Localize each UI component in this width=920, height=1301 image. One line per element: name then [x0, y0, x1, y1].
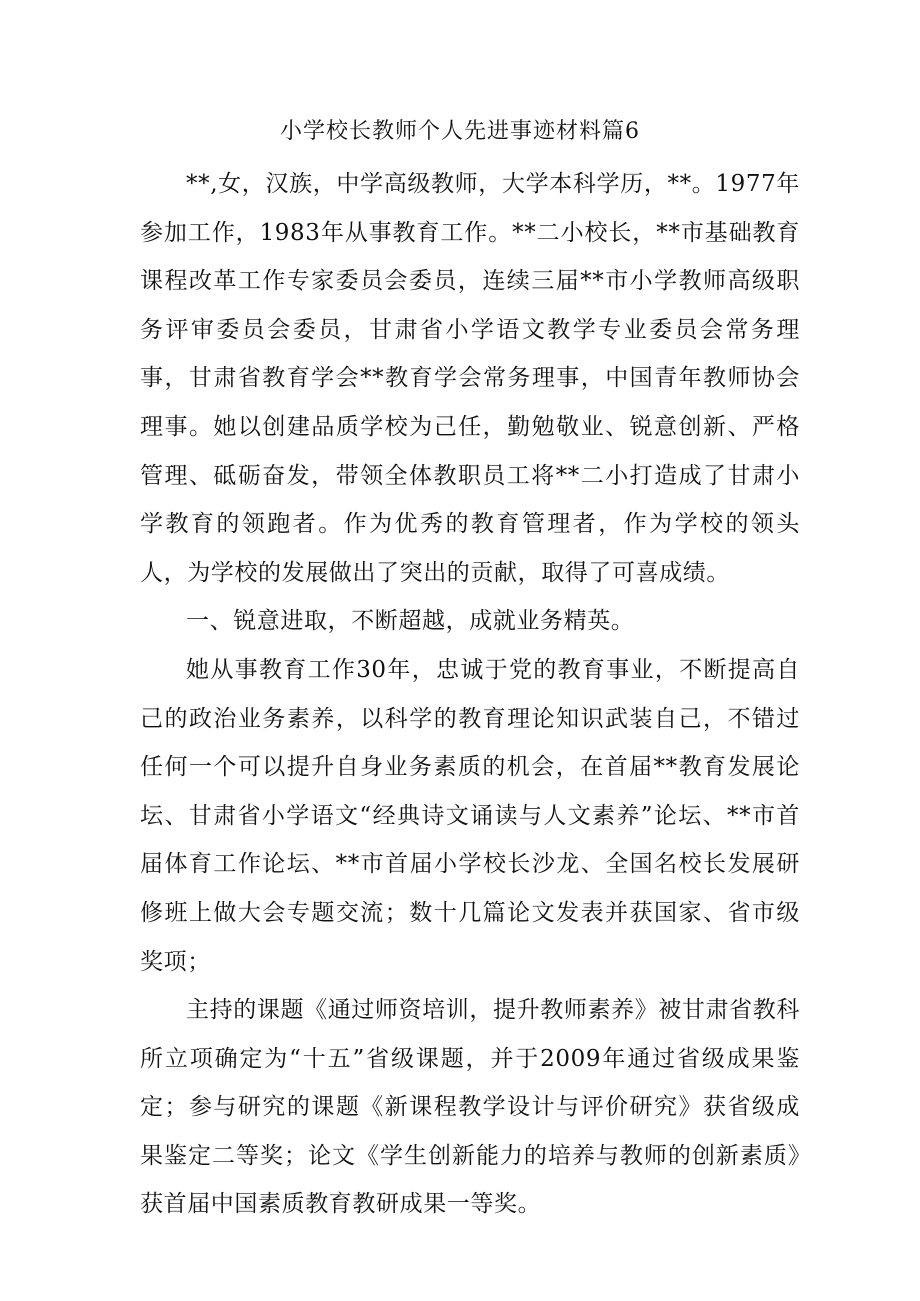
document-title: 小学校长教师个人先进事迹材料篇6: [280, 119, 640, 144]
document-body: [140, 160, 800, 1229]
paragraph-intro: **,女，汉族，中学高级教师，大学本科学历，**。1977年参加工作，1983年从事教育工作。**二小校长，**市基础教育课程改革工作专家委员会委员，连续三届**市小学教师高级职务评审委员会委员，甘肃省小学语文教学专业委员会常务理事，甘肃省教育学会**教育学会常务理事，中国青年教师协会理事。她以创建品质学校为己任，勤勉敬业、锐意创新、严格管理、砥砺奋发，带领全体教职员工将**二小打造成了甘肃小学教育的领跑者。作为优秀的教育管理者，作为学校的领头人，为学校的发展做出了突出的贡献，取得了可喜成绩。: [140, 171, 800, 586]
paragraph-section-heading: 一、锐意进取，不断超越，成就业务精英。: [186, 608, 635, 635]
paragraph-career: 她从事教育工作30年，忠诚于党的教育事业，不断提高自己的政治业务素养，以科学的教育理论知识武装自己，不错过任何一个可以提升自身业务素质的机会，在首届**教育发展论坛、甘肃省小学语文“经典诗文诵读与人文素养”论坛、**市首届体育工作论坛、**市首届小学校长沙龙、全国名校长发展研修班上做大会专题交流；数十几篇论文发表并获国家、省市级奖项；: [140, 656, 800, 975]
paragraph-research: 主持的课题《通过师资培训，提升教师素养》被甘肃省教科所立项确定为“十五”省级课题，并于2009年通过省级成果鉴定；参与研究的课题《新课程教学设计与评价研究》获省级成果鉴定二等奖；论文《学生创新能力的培养与教师的创新素质》获首届中国素质教育教研成果一等奖。: [140, 997, 800, 1218]
